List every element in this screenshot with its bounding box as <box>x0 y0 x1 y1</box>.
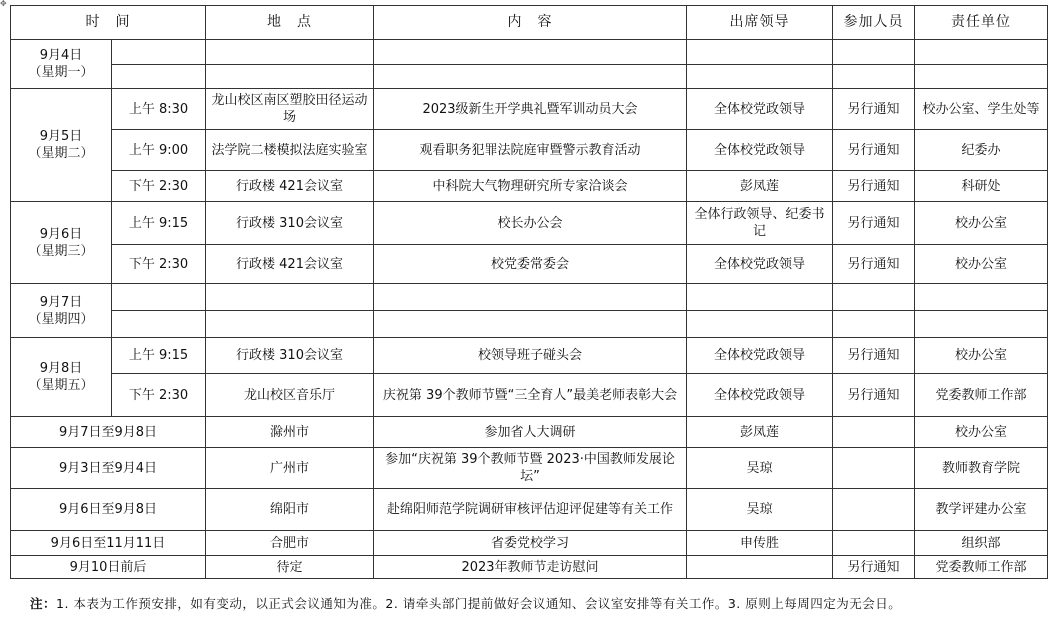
unit-cell: 教学评建办公室 <box>915 489 1048 531</box>
unit-cell: 党委教师工作部 <box>915 374 1048 417</box>
place-cell: 滁州市 <box>206 417 374 448</box>
attendees-cell <box>833 531 915 556</box>
leader-cell: 全体校党政领导 <box>687 89 833 130</box>
place-cell: 广州市 <box>206 448 374 489</box>
attendees-cell: 另行通知 <box>833 171 915 202</box>
table-row <box>11 245 1048 284</box>
table-row <box>11 338 1048 374</box>
range-time-cell: 9月6日至11月11日 <box>11 531 206 556</box>
attendees-cell: 另行通知 <box>833 374 915 417</box>
content-cell: 庆祝第 39个教师节暨“三全育人”最美老师表彰大会 <box>374 374 687 417</box>
schedule-table <box>10 5 1048 579</box>
leader-cell <box>687 556 833 579</box>
header-time: 时 间 <box>11 6 206 40</box>
table-row <box>11 448 1048 489</box>
table-row <box>11 374 1048 417</box>
place-cell: 行政楼 421会议室 <box>206 245 374 284</box>
unit-cell: 组织部 <box>915 531 1048 556</box>
attendees-cell: 另行通知 <box>833 202 915 245</box>
day-cell: 9月7日 （星期四） <box>11 284 112 338</box>
attendees-cell: 另行通知 <box>833 338 915 374</box>
day-cell: 9月5日 （星期二） <box>11 89 112 202</box>
leader-cell: 全体校党政领导 <box>687 130 833 171</box>
leader-cell: 全体行政领导、纪委书记 <box>687 202 833 245</box>
header-place: 地 点 <box>206 6 374 40</box>
place-cell: 绵阳市 <box>206 489 374 531</box>
range-time-cell: 9月10日前后 <box>11 556 206 579</box>
time-cell: 上午 8:30 <box>112 89 206 130</box>
time-cell: 下午 2:30 <box>112 374 206 417</box>
unit-cell: 科研处 <box>915 171 1048 202</box>
time-cell: 下午 2:30 <box>112 171 206 202</box>
range-time-cell: 9月6日至9月8日 <box>11 489 206 531</box>
content-cell: 2023级新生开学典礼暨军训动员大会 <box>374 89 687 130</box>
footnote <box>30 594 901 612</box>
content-cell: 中科院大气物理研究所专家洽谈会 <box>374 171 687 202</box>
range-time-cell: 9月7日至9月8日 <box>11 417 206 448</box>
move-handle-icon[interactable]: ✥ <box>0 0 7 8</box>
attendees-cell: 另行通知 <box>833 89 915 130</box>
content-cell: 校长办公会 <box>374 202 687 245</box>
content-cell: 观看职务犯罪法院庭审暨警示教育活动 <box>374 130 687 171</box>
table-row <box>11 202 1048 245</box>
range-time-cell: 9月3日至9月4日 <box>11 448 206 489</box>
leader-cell: 吴琼 <box>687 489 833 531</box>
leader-cell: 彭凤莲 <box>687 171 833 202</box>
content-cell: 赴绵阳师范学院调研审核评估迎评促建等有关工作 <box>374 489 687 531</box>
leader-cell: 全体校党政领导 <box>687 374 833 417</box>
place-cell: 行政楼 421会议室 <box>206 171 374 202</box>
attendees-cell <box>833 489 915 531</box>
content-cell: 省委党校学习 <box>374 531 687 556</box>
content-cell: 参加省人大调研 <box>374 417 687 448</box>
header-attendees: 参加人员 <box>833 6 915 40</box>
time-cell: 下午 2:30 <box>112 245 206 284</box>
time-cell: 上午 9:00 <box>112 130 206 171</box>
unit-cell: 党委教师工作部 <box>915 556 1048 579</box>
attendees-cell: 另行通知 <box>833 556 915 579</box>
place-cell: 龙山校区音乐厅 <box>206 374 374 417</box>
header-unit: 责任单位 <box>915 6 1048 40</box>
place-cell: 合肥市 <box>206 531 374 556</box>
attendees-cell: 另行通知 <box>833 245 915 284</box>
day-cell: 9月8日 （星期五） <box>11 338 112 417</box>
place-cell: 行政楼 310会议室 <box>206 202 374 245</box>
table-row <box>11 130 1048 171</box>
place-cell: 待定 <box>206 556 374 579</box>
leader-cell: 申传胜 <box>687 531 833 556</box>
time-cell: 上午 9:15 <box>112 338 206 374</box>
attendees-cell: 另行通知 <box>833 130 915 171</box>
table-row <box>11 171 1048 202</box>
table-row <box>11 417 1048 448</box>
table-row <box>11 531 1048 556</box>
table-row <box>11 556 1048 579</box>
table-row <box>11 40 1048 65</box>
leader-cell: 全体校党政领导 <box>687 245 833 284</box>
unit-cell: 校办公室 <box>915 417 1048 448</box>
table-row <box>11 65 1048 89</box>
content-cell: 校党委常委会 <box>374 245 687 284</box>
unit-cell: 校办公室 <box>915 338 1048 374</box>
attendees-cell <box>833 417 915 448</box>
attendees-cell <box>833 448 915 489</box>
header-content: 内 容 <box>374 6 687 40</box>
leader-cell: 吴琼 <box>687 448 833 489</box>
footnote-text: 1. 本表为工作预安排，如有变动，以正式会议通知为准。2. 请牵头部门提前做好会议通知、会议室安排等有关工作。3. 原则上每周四定为无会日。 <box>56 596 902 611</box>
unit-cell: 纪委办 <box>915 130 1048 171</box>
time-cell: 上午 9:15 <box>112 202 206 245</box>
content-cell: 校领导班子碰头会 <box>374 338 687 374</box>
footnote-label: 注： <box>30 596 57 611</box>
table-row <box>11 89 1048 130</box>
table-row <box>11 284 1048 311</box>
header-row <box>11 6 1048 40</box>
day-cell: 9月6日 （星期三） <box>11 202 112 284</box>
leader-cell: 彭凤莲 <box>687 417 833 448</box>
place-cell: 龙山校区南区塑胶田径运动场 <box>206 89 374 130</box>
header-leader: 出席领导 <box>687 6 833 40</box>
place-cell: 法学院二楼模拟法庭实验室 <box>206 130 374 171</box>
table-row <box>11 311 1048 338</box>
unit-cell: 教师教育学院 <box>915 448 1048 489</box>
unit-cell: 校办公室 <box>915 202 1048 245</box>
unit-cell: 校办公室、学生处等 <box>915 89 1048 130</box>
day-cell: 9月4日 （星期一） <box>11 40 112 89</box>
leader-cell: 全体校党政领导 <box>687 338 833 374</box>
content-cell: 参加“庆祝第 39个教师节暨 2023·中国教师发展论坛” <box>374 448 687 489</box>
table-row <box>11 489 1048 531</box>
place-cell: 行政楼 310会议室 <box>206 338 374 374</box>
unit-cell: 校办公室 <box>915 245 1048 284</box>
content-cell: 2023年教师节走访慰问 <box>374 556 687 579</box>
